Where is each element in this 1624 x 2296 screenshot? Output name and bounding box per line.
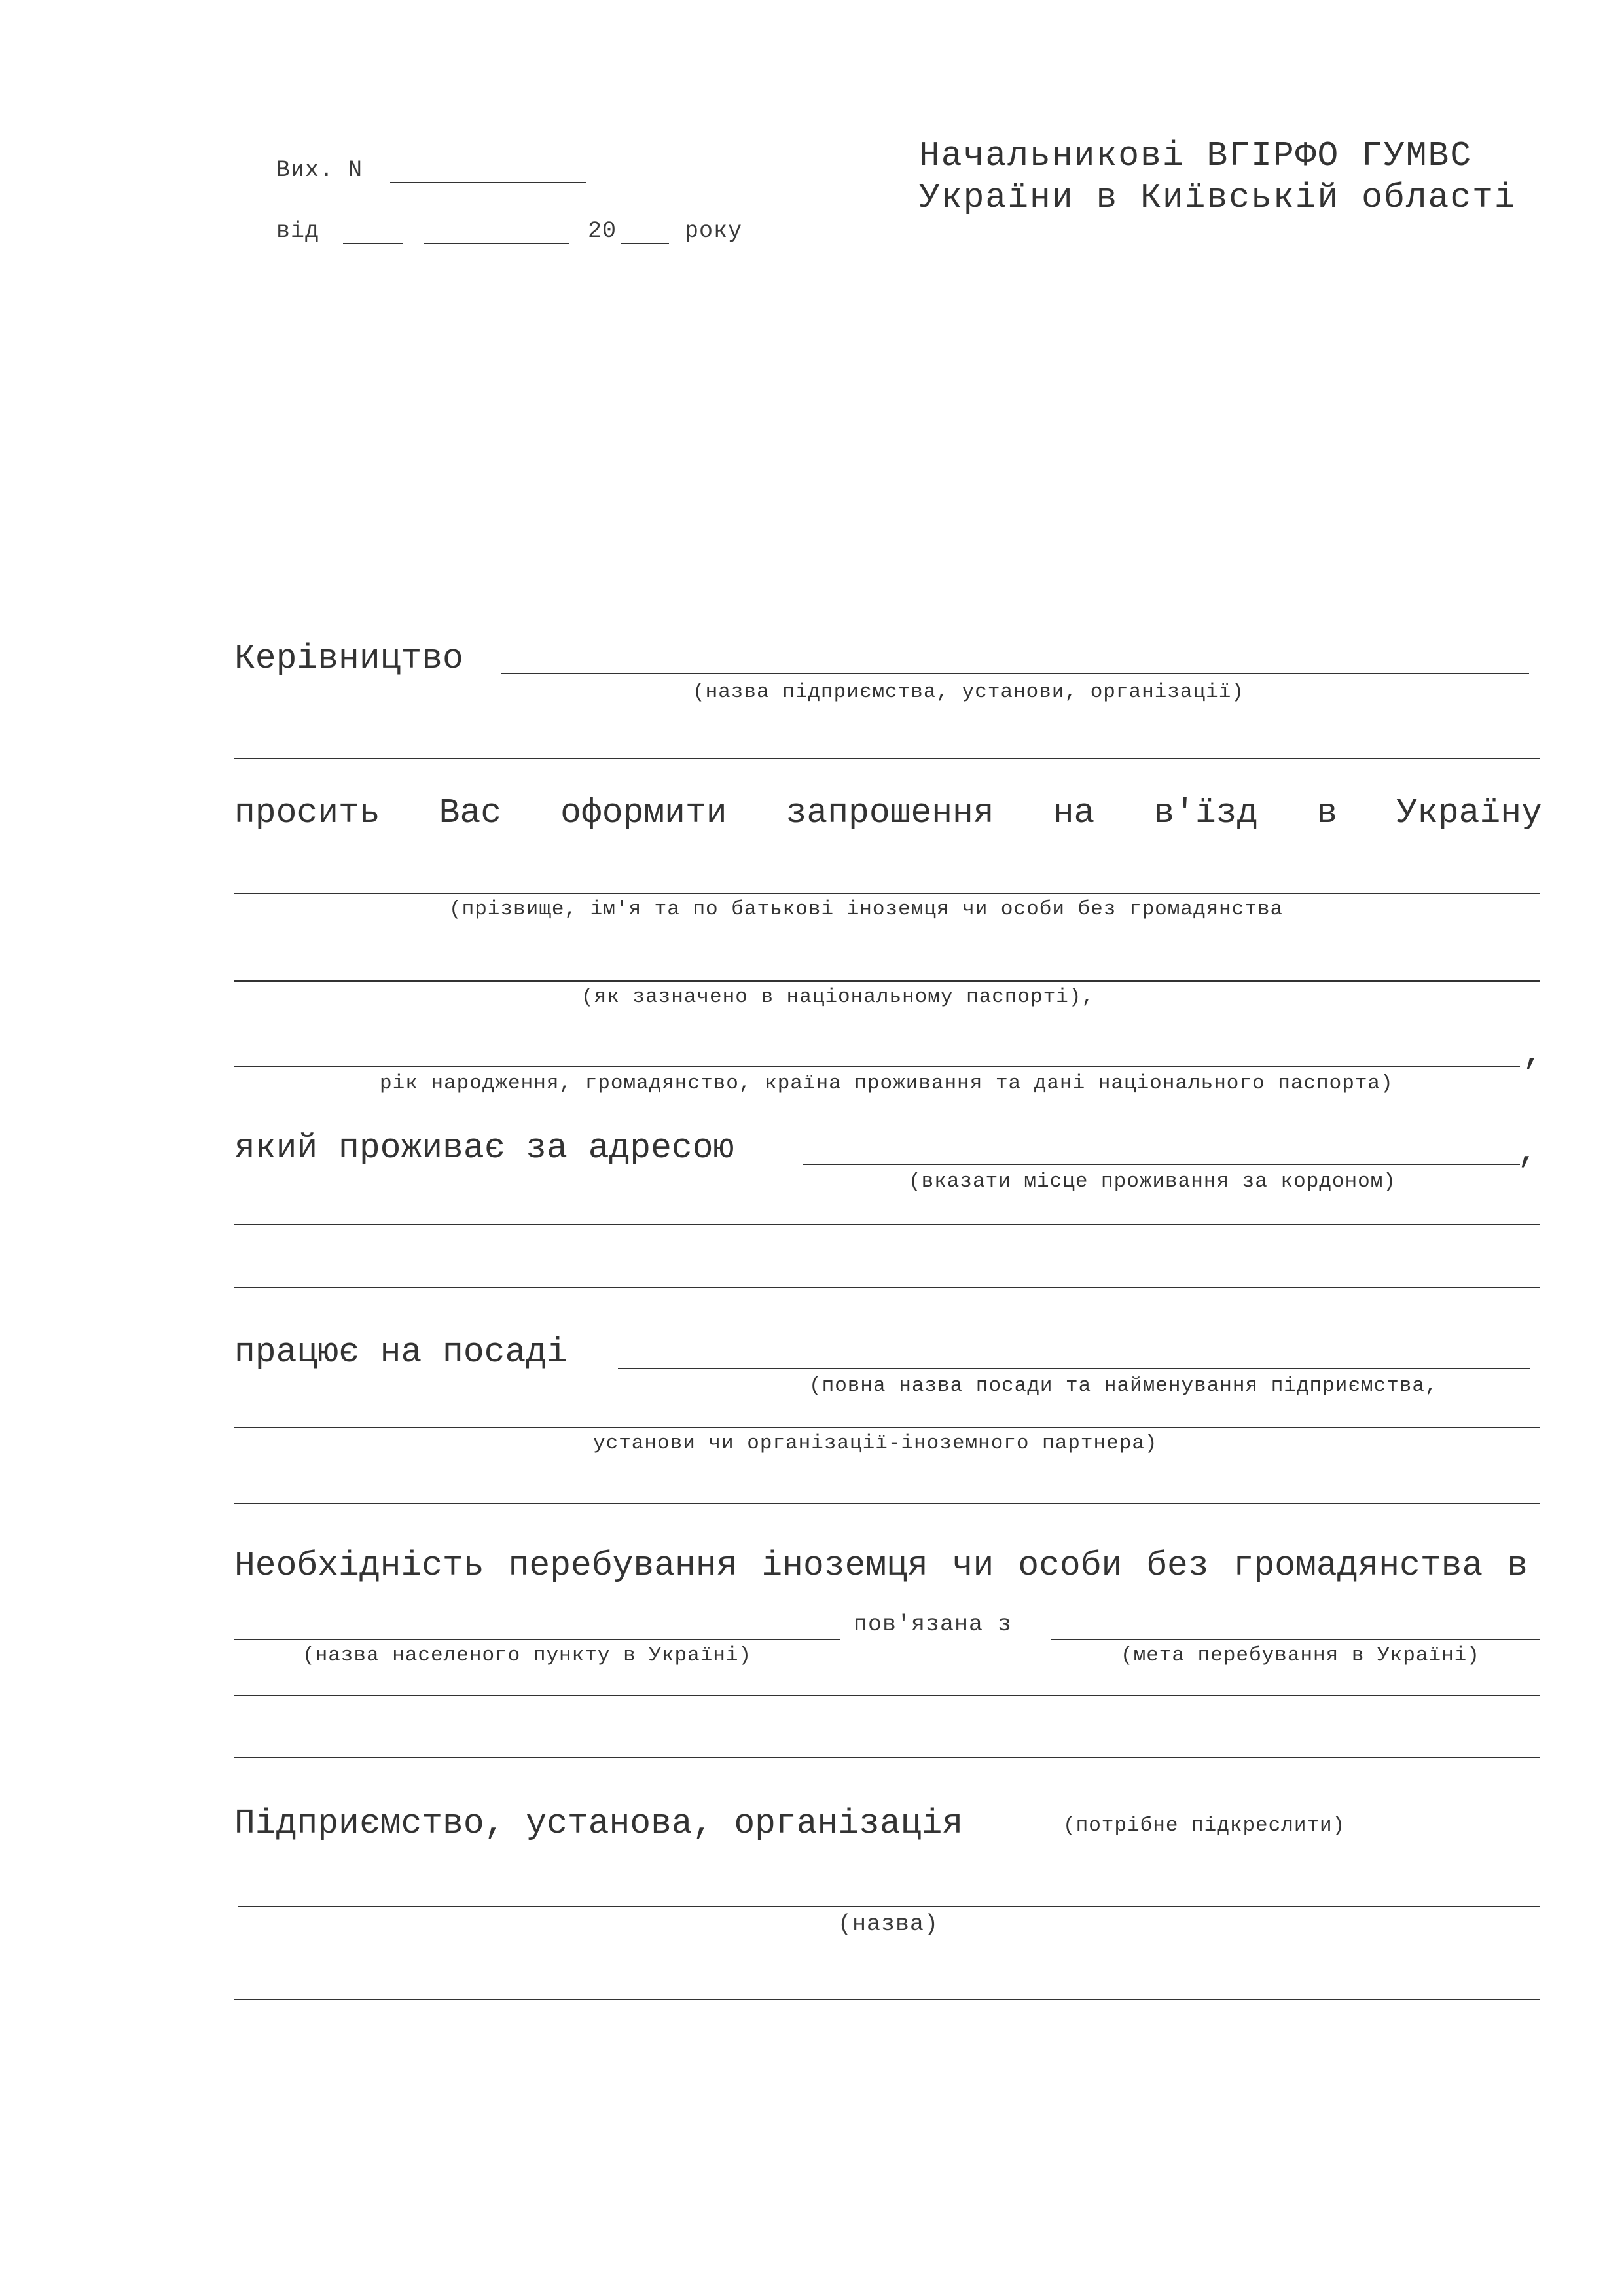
address-field-continued-1[interactable] (234, 1224, 1540, 1225)
year-suffix: року (685, 218, 743, 244)
position-label: працює на посаді (234, 1333, 568, 1372)
addressee-line-2: України в Київській області (919, 178, 1517, 217)
request-sentence (234, 793, 1542, 833)
request-word: запрошення (785, 793, 994, 833)
organization-name-field-continued[interactable] (234, 1999, 1540, 2000)
request-word: Вас (439, 793, 502, 833)
request-word: на (1053, 793, 1095, 833)
necessity-word: особи (1018, 1546, 1123, 1585)
necessity-word: іноземця (761, 1546, 928, 1585)
foreigner-details-caption: рік народження, громадянство, країна проживання та дані національного паспорта) (380, 1072, 1394, 1095)
necessity-word: без (1146, 1546, 1209, 1585)
necessity-sentence (234, 1546, 1528, 1585)
necessity-word: в (1507, 1546, 1528, 1585)
address-field-continued-2[interactable] (234, 1287, 1540, 1288)
outgoing-number-field[interactable] (390, 182, 586, 183)
settlement-caption: (назва населеного пункту в Україні) (302, 1644, 752, 1667)
position-field-continued[interactable] (234, 1427, 1540, 1428)
necessity-word: перебування (508, 1546, 738, 1585)
request-word: в'їзд (1153, 793, 1258, 833)
purpose-field-continued-1[interactable] (234, 1695, 1540, 1696)
passport-name-field[interactable] (234, 980, 1540, 982)
address-comma: , (1517, 1132, 1538, 1172)
purpose-field-continued-2[interactable] (234, 1757, 1540, 1758)
position-field[interactable] (618, 1368, 1530, 1369)
organization-name-caption: (назва) (838, 1911, 939, 1937)
foreigner-name-field[interactable] (234, 893, 1540, 894)
passport-name-caption: (як зазначено в національному паспорті), (581, 986, 1095, 1009)
management-field[interactable] (501, 673, 1529, 674)
addressee-line-1: Начальникові ВГІРФО ГУМВС (919, 136, 1473, 175)
date-year-field[interactable] (621, 243, 669, 244)
position-caption-1: (повна назва посади та найменування підприємства, (809, 1374, 1438, 1397)
outgoing-number-label: Вих. N (276, 157, 363, 183)
address-label: який проживає за адресою (234, 1128, 734, 1168)
connector-label: пов'язана з (854, 1611, 1013, 1638)
year-prefix: 20 (588, 218, 617, 244)
position-caption-2: установи чи організації-іноземного партнера) (593, 1432, 1158, 1455)
foreigner-details-field[interactable] (234, 1066, 1520, 1067)
organization-note: (потрібне підкреслити) (1063, 1814, 1346, 1837)
request-word: Україну (1396, 793, 1542, 833)
address-caption: (вказати місце проживання за кордоном) (909, 1170, 1396, 1193)
purpose-caption: (мета перебування в Україні) (1121, 1644, 1480, 1667)
purpose-field[interactable] (1051, 1639, 1540, 1640)
request-word: в (1316, 793, 1338, 833)
address-field[interactable] (803, 1164, 1520, 1165)
date-from-label: від (276, 218, 320, 244)
management-field-continued[interactable] (234, 758, 1540, 759)
management-label: Керівництво (234, 639, 463, 678)
organization-label: Підприємство, установа, організація (234, 1804, 964, 1843)
management-caption: (назва підприємства, установи, організації) (693, 681, 1244, 704)
necessity-word: Необхідність (234, 1546, 484, 1585)
date-month-field[interactable] (424, 243, 569, 244)
request-word: просить (234, 793, 380, 833)
necessity-word: чи (952, 1546, 994, 1585)
position-field-continued-2[interactable] (234, 1503, 1540, 1504)
organization-name-field[interactable] (238, 1906, 1540, 1907)
settlement-field[interactable] (234, 1639, 840, 1640)
necessity-word: громадянства (1233, 1546, 1483, 1585)
details-comma: , (1523, 1034, 1543, 1073)
foreigner-name-caption: (прізвище, ім'я та по батькові іноземця чи особи без громадянства (449, 898, 1284, 921)
request-word: оформити (560, 793, 727, 833)
date-day-field[interactable] (343, 243, 403, 244)
